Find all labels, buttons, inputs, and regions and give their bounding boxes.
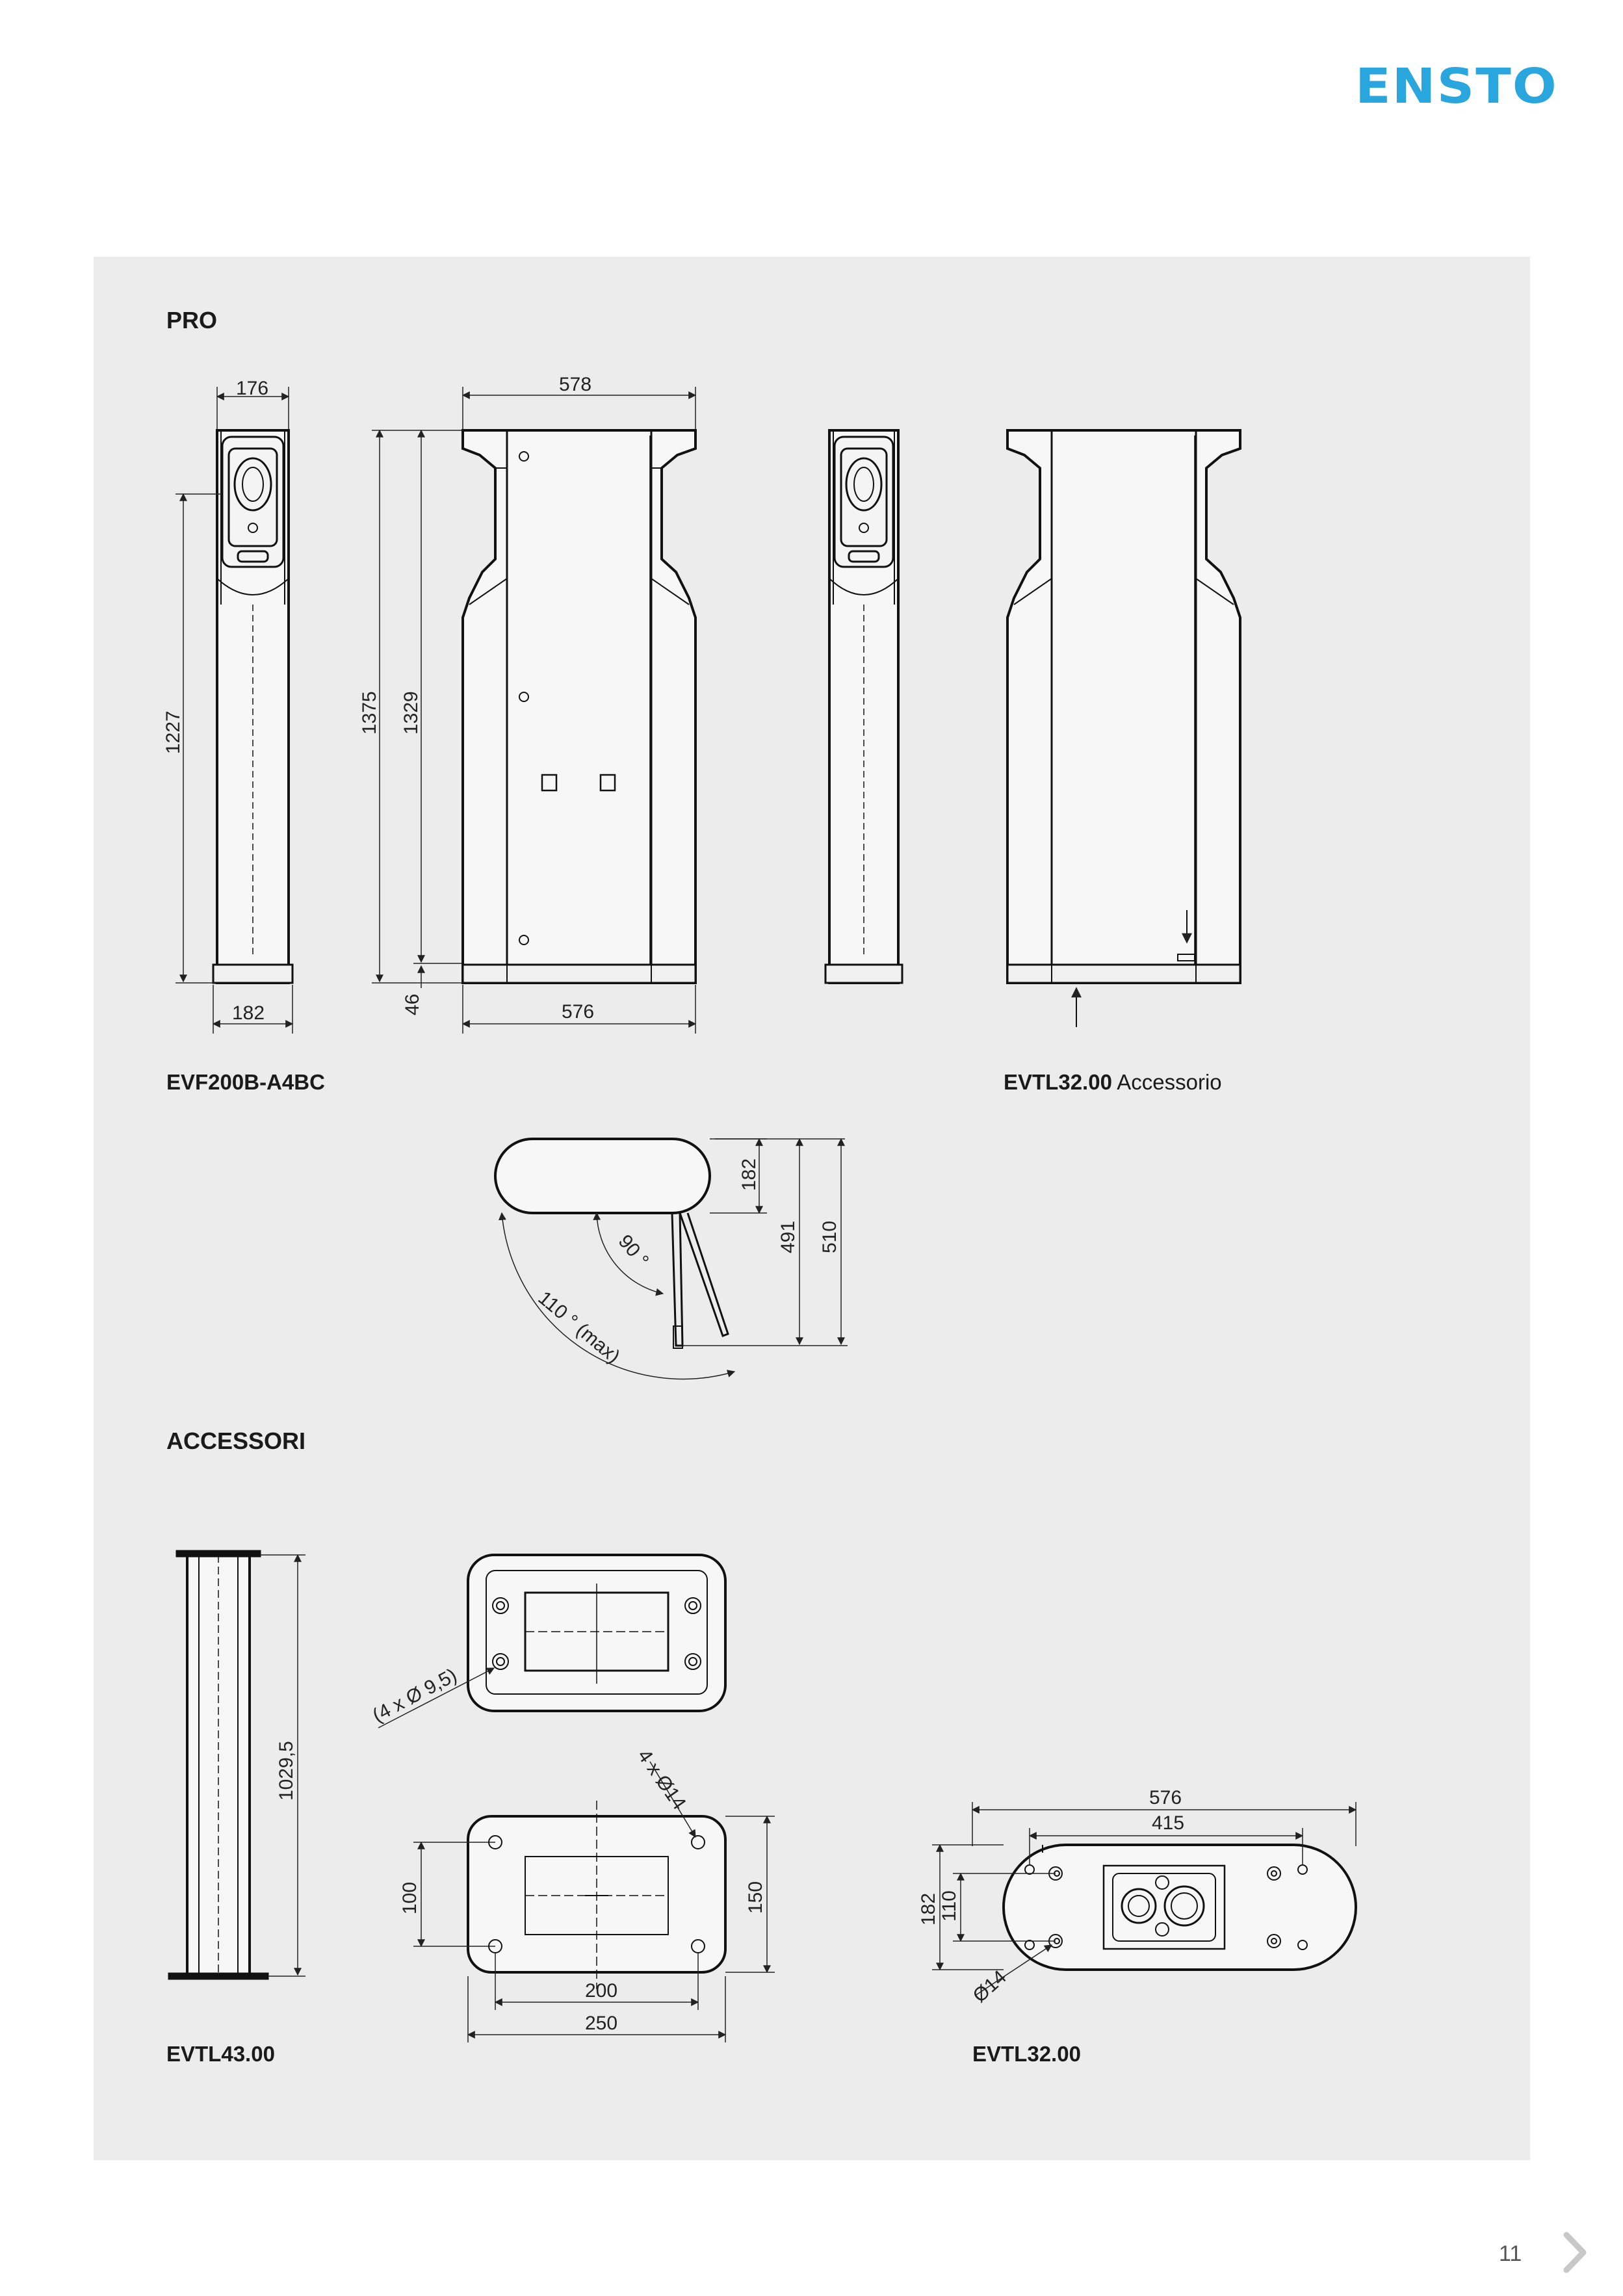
dim-578-label: 578 xyxy=(559,374,592,395)
door-swing-view xyxy=(495,1139,728,1348)
dim-491-label: 491 xyxy=(777,1220,799,1253)
angle-90-label: 90 ° xyxy=(614,1231,653,1272)
caption-evtl32-note: Accessorio xyxy=(1111,1070,1222,1094)
caption-evtl32-code: EVTL32.00 xyxy=(1004,1070,1112,1094)
caption-evf200b: EVF200B-A4BC xyxy=(166,1070,325,1094)
dim-576a-label: 576 xyxy=(562,1001,595,1023)
evf-side-view xyxy=(463,430,695,983)
dim-250-label: 250 xyxy=(585,2013,618,2034)
evtl43-base-plate xyxy=(468,1801,725,1989)
section-title-pro: PRO xyxy=(166,307,218,333)
dim-100-label: 100 xyxy=(399,1881,421,1914)
chevron-right-icon[interactable] xyxy=(1559,2230,1591,2275)
evtl32-side-view xyxy=(1007,430,1240,1027)
evf-front-view-2 xyxy=(825,430,902,983)
ensto-logo: ENSTO xyxy=(1355,58,1558,114)
evtl43-side-view xyxy=(169,1551,268,1979)
dim-150-label: 150 xyxy=(745,1881,766,1914)
evf-front-view xyxy=(213,430,292,983)
dim-576b-label: 576 xyxy=(1149,1787,1182,1808)
section-title-accessori: ACCESSORI xyxy=(166,1428,306,1454)
dim-182a-label: 182 xyxy=(232,1002,265,1024)
dim-1375-label: 1375 xyxy=(359,691,380,735)
dim-510-label: 510 xyxy=(819,1220,840,1253)
caption-evtl32-bottom: EVTL32.00 xyxy=(972,2042,1081,2066)
dim-182c-label: 182 xyxy=(918,1892,939,1925)
dim-182b-label: 182 xyxy=(738,1158,760,1191)
angle-110-label: 110 ° (max) xyxy=(534,1287,625,1368)
dim-176-label: 176 xyxy=(236,378,269,399)
dim-46-label: 46 xyxy=(402,993,423,1015)
caption-evtl43: EVTL43.00 xyxy=(166,2042,275,2066)
page-number: 11 xyxy=(1499,2241,1522,2266)
dim-1029-label: 1029,5 xyxy=(276,1741,297,1801)
dim-415-label: 415 xyxy=(1152,1812,1185,1834)
dim-200-label: 200 xyxy=(585,1980,618,2002)
dim-110-label: 110 xyxy=(939,1890,960,1922)
phi14-label: Ø14 xyxy=(968,1966,1011,2007)
dim-1329-label: 1329 xyxy=(400,691,422,735)
hole-14-label: 4 x Ø14 xyxy=(633,1745,690,1814)
hole-95-label: (4 x Ø 9,5) xyxy=(369,1664,461,1727)
evtl43-top-plate xyxy=(468,1555,725,1711)
dim-1227-label: 1227 xyxy=(162,711,184,754)
